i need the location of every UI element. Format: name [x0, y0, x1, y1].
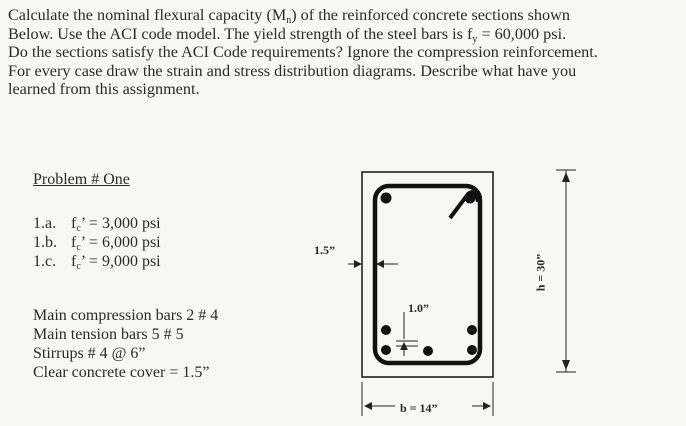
tension-bars-text: Main tension bars 5 # 5	[33, 326, 184, 343]
instruction-line-2: Below. Use the ACI code model. The yield strength of the steel bars is $f_y = 60,000$ psi.	[8, 24, 567, 45]
tension-bar	[467, 325, 477, 335]
concrete-strength-cases	[33, 214, 161, 271]
tension-bar	[467, 345, 477, 355]
spacing-label: 1.0”	[408, 301, 429, 315]
compression-bar	[465, 193, 476, 204]
case-row: 1.a. $f_c$’ = 3,000 psi	[33, 215, 161, 234]
stirrup	[375, 186, 480, 363]
instruction-line-1: Calculate the nominal flexural capacity $(M_n)$ of the reinforced concrete sections shown	[8, 6, 570, 26]
case-row: 1.b. $f_c$’ = 6,000 psi	[33, 234, 161, 253]
width-label: b = 14”	[400, 401, 438, 415]
height-label: h = 30”	[533, 253, 548, 292]
problem-title: Problem # One	[33, 171, 130, 188]
stirrups-text: Stirrups # 4 @ 6”	[33, 345, 146, 362]
tension-bar	[423, 346, 433, 356]
cover-label: 1.5”	[314, 243, 335, 257]
tension-bar	[381, 345, 391, 355]
instruction-line-3: Do the sections satisfy the ACI Code requirements? Ignore the compression reinforcement.	[8, 43, 598, 62]
cover-text: Clear concrete cover = 1.5”	[33, 364, 210, 381]
compression-bars-text: Main compression bars 2 # 4	[33, 307, 219, 324]
height-arrowhead	[562, 172, 570, 182]
height-arrowhead	[562, 360, 570, 370]
instruction-line-4: For every case draw the strain and stress distribution diagrams. Describe what have you	[8, 61, 577, 80]
reinforcement-details	[33, 306, 218, 382]
tension-bar	[381, 325, 391, 335]
assignment-instructions	[8, 6, 680, 99]
case-row: 1.c. $f_c$’ = 9,000 psi	[33, 253, 161, 272]
compression-bar	[381, 193, 392, 204]
instruction-line-5: learned from this assignment.	[8, 80, 200, 99]
beam-cross-section-diagram	[300, 160, 600, 426]
